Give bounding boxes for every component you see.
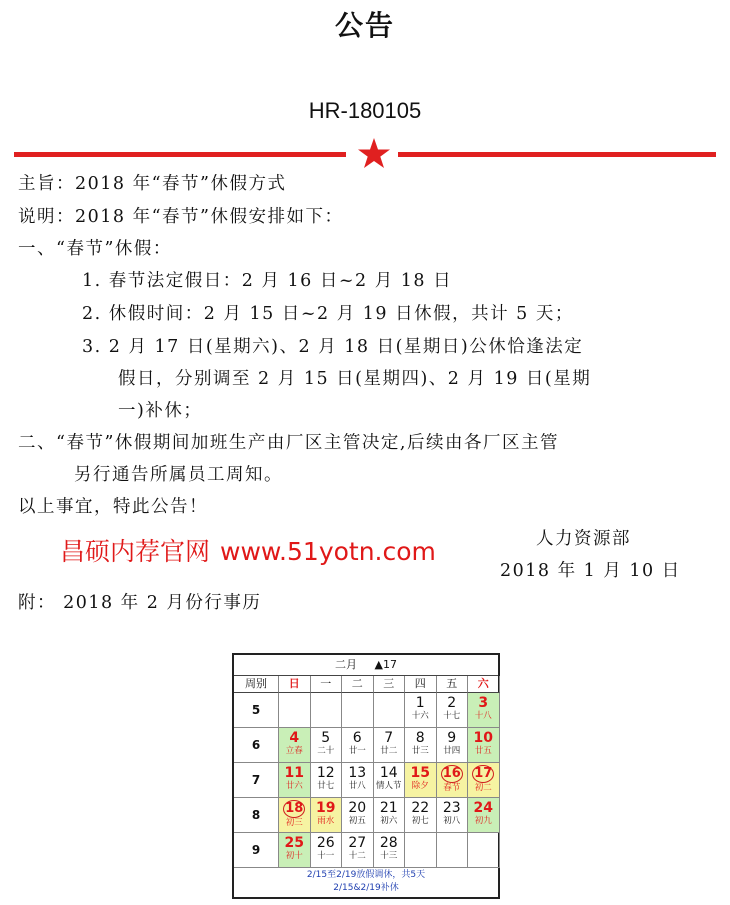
lunar-date: 廿二 [380, 746, 398, 756]
section-2-line-2: 另行通告所属员工周知。 [74, 465, 283, 485]
calendar-month: 二月 [335, 658, 358, 671]
lunar-date: 初八 [443, 816, 461, 826]
lunar-date: 初七 [411, 816, 429, 826]
issue-date: 2018 年 1 月 10 日 [500, 561, 681, 581]
lunar-date: 十七 [443, 711, 461, 721]
lunar-date: 初六 [380, 816, 398, 826]
explain-line: 说明：2018 年“春节”休假安排如下： [18, 207, 344, 227]
calendar-day [311, 763, 343, 798]
calendar-day [405, 833, 437, 868]
watermark-url: www.51yotn.com [220, 537, 436, 566]
lunar-date: 十八 [474, 711, 492, 721]
calendar-day [279, 728, 311, 763]
calendar-day [342, 728, 374, 763]
item-3-line-2: 假日，分别调至 2 月 15 日(星期四)、2 月 19 日(星期 [118, 369, 592, 389]
calendar-day [311, 693, 343, 728]
day-number: 8 [415, 730, 425, 746]
header-rule-left [14, 152, 346, 157]
section-1-heading: 一、“春节”休假： [18, 239, 172, 259]
lunar-date: 廿六 [285, 781, 303, 791]
calendar-day [279, 763, 311, 798]
day-number: 19 [316, 800, 336, 816]
calendar-day [405, 693, 437, 728]
attachment-line: 附： 2018 年 2 月份行事历 [18, 593, 262, 613]
lunar-date: 十六 [411, 711, 429, 721]
day-number: 14 [379, 765, 398, 781]
calendar-note-2: 2/15&2/19补休 [333, 883, 399, 893]
day-number: 21 [379, 800, 398, 816]
page-title: 公告 [334, 9, 395, 42]
lunar-date: 廿八 [348, 781, 366, 791]
calendar-day [405, 728, 437, 763]
day-number [437, 763, 468, 783]
day-number: 11 [284, 765, 304, 781]
department-name: 人力资源部 [536, 529, 631, 549]
calendar-day [342, 763, 374, 798]
day-number: 28 [379, 835, 398, 851]
calendar-day [468, 833, 500, 868]
day-number: 24 [473, 800, 493, 816]
calendar-day [374, 693, 406, 728]
day-number: 2 [447, 695, 457, 711]
lunar-date: 雨水 [317, 816, 335, 826]
lunar-date: 立春 [285, 746, 303, 756]
day-number: 10 [473, 730, 493, 746]
day-number: 3 [478, 695, 489, 711]
calendar-day [437, 763, 469, 798]
week-number: 7 [234, 763, 279, 798]
document-number: HR-180105 [308, 98, 422, 123]
day-number: 22 [411, 800, 430, 816]
item-3-line-3: 一)补休； [118, 401, 203, 421]
calendar-day [405, 798, 437, 833]
day-number: 25 [284, 835, 304, 851]
day-number: 13 [348, 765, 367, 781]
calendar-day [405, 763, 437, 798]
lunar-date: 初十 [285, 851, 303, 861]
calendar-day [468, 763, 500, 798]
item-3-line-1: 3. 2 月 17 日(星期六)、2 月 18 日(星期日)公休恰逢法定 [82, 337, 584, 357]
day-number: 26 [316, 835, 335, 851]
lunar-date: 初五 [348, 816, 366, 826]
star-icon [357, 137, 391, 171]
section-2-line-1: 二、“春节”休假期间加班生产由厂区主管决定,后续由各厂区主管 [18, 433, 559, 453]
closing-line: 以上事宜，特此公告！ [18, 497, 208, 517]
watermark [60, 532, 436, 568]
lunar-date: 初三 [285, 818, 303, 828]
calendar-day [342, 798, 374, 833]
day-number: 15 [410, 765, 430, 781]
lunar-date: 廿一 [348, 746, 366, 756]
week-number: 8 [234, 798, 279, 833]
calendar-day [374, 798, 406, 833]
calendar-grid [234, 676, 498, 868]
calendar-header [234, 655, 498, 676]
day-number: 23 [442, 800, 461, 816]
lunar-date: 廿五 [474, 746, 492, 756]
lunar-date: 除夕 [411, 781, 429, 791]
week-number: 5 [234, 693, 279, 728]
day-number: 9 [447, 730, 457, 746]
weekday-header: 三 [374, 676, 406, 693]
holiday-circle: 17 [474, 766, 493, 781]
calendar-day [437, 798, 469, 833]
lunar-date: 十二 [348, 851, 366, 861]
calendar-day [468, 798, 500, 833]
calendar-day [279, 833, 311, 868]
item-2: 2. 休假时间：2 月 15 日~2 月 19 日休假，共计 5 天； [82, 304, 574, 324]
calendar-day [437, 833, 469, 868]
week-number: 6 [234, 728, 279, 763]
week-number: 9 [234, 833, 279, 868]
calendar-day [437, 728, 469, 763]
calendar-day [468, 728, 500, 763]
holiday-circle: 16 [442, 766, 461, 781]
subject-line: 主旨：2018 年“春节”休假方式 [18, 174, 287, 194]
lunar-date: 二十 [317, 746, 335, 756]
item-1: 1. 春节法定假日：2 月 16 日~2 月 18 日 [82, 271, 453, 291]
calendar-day [279, 693, 311, 728]
calendar-day [279, 798, 311, 833]
holiday-circle: 18 [285, 801, 304, 816]
weekday-header: 二 [342, 676, 374, 693]
day-number: 20 [348, 800, 367, 816]
watermark-name: 昌硕内荐官网 [60, 537, 211, 566]
february-calendar [232, 653, 500, 899]
day-number [279, 798, 310, 818]
day-number: 27 [348, 835, 367, 851]
calendar-day [374, 833, 406, 868]
lunar-date: 初二 [474, 783, 492, 793]
calendar-day [342, 693, 374, 728]
calendar-day [342, 833, 374, 868]
calendar-note [234, 869, 498, 895]
lunar-date: 廿四 [443, 746, 461, 756]
lunar-date: 廿七 [317, 781, 335, 791]
week-label-header: 周别 [234, 676, 279, 693]
weekday-header: 六 [468, 676, 500, 693]
lunar-date: 初九 [474, 816, 492, 826]
weekday-header: 一 [311, 676, 343, 693]
calendar-day [374, 763, 406, 798]
calendar-day [437, 693, 469, 728]
calendar-day [374, 728, 406, 763]
lunar-date: 十一 [317, 851, 335, 861]
day-number: 5 [321, 730, 331, 746]
calendar-marker: ▲17 [374, 658, 397, 671]
calendar-note-1: 2/15至2/19放假调休，共5天 [306, 870, 426, 880]
weekday-header: 五 [437, 676, 469, 693]
day-number [468, 763, 499, 783]
day-number: 12 [316, 765, 335, 781]
day-number: 1 [415, 695, 425, 711]
day-number: 6 [352, 730, 362, 746]
day-number: 4 [289, 730, 300, 746]
lunar-date: 廿三 [411, 746, 429, 756]
day-number: 7 [384, 730, 394, 746]
lunar-date: 十三 [380, 851, 398, 861]
weekday-header: 四 [405, 676, 437, 693]
calendar-day [311, 833, 343, 868]
calendar-day [311, 728, 343, 763]
calendar-day [311, 798, 343, 833]
lunar-date: 情人节 [375, 781, 402, 791]
header-rule-right [398, 152, 716, 157]
weekday-header: 日 [279, 676, 311, 693]
lunar-date: 春节 [443, 783, 461, 793]
calendar-day [468, 693, 500, 728]
